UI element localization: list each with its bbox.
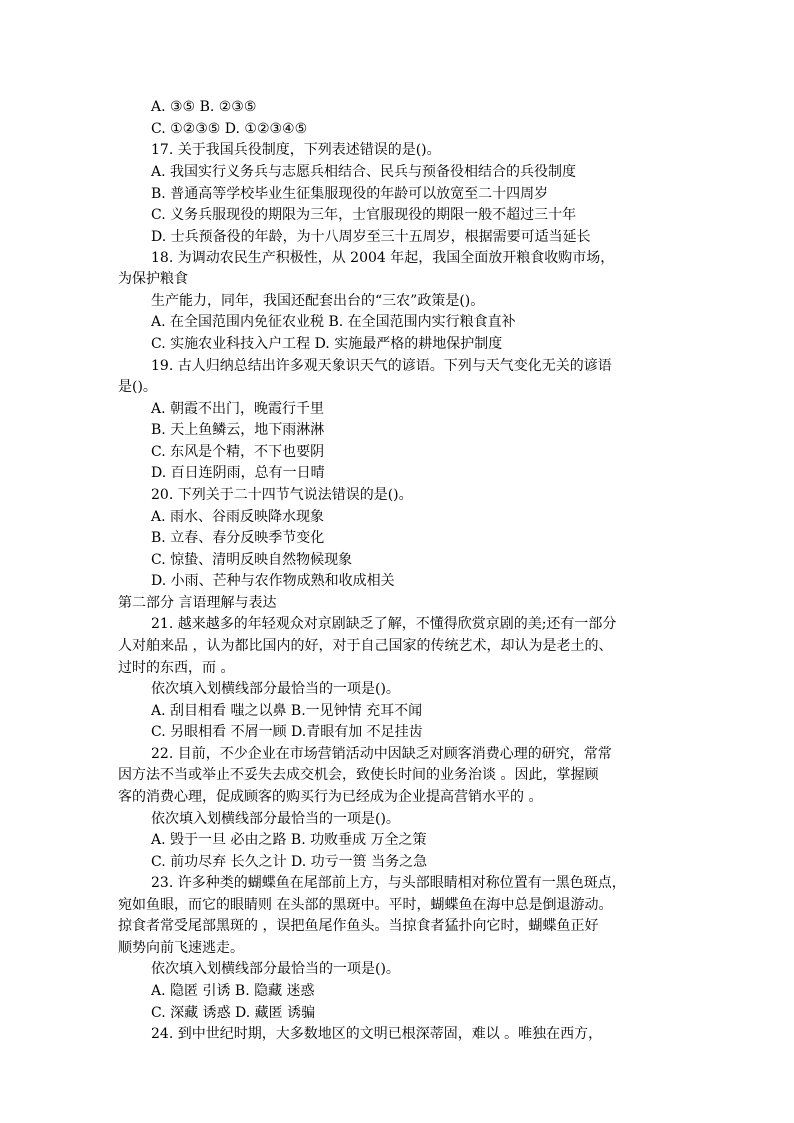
option-line: A. 隐匿 引诱 B. 隐藏 迷惑 [151, 983, 315, 999]
option-line: C. 另眼相看 不屑一顾 D.青眼有加 不足挂齿 [151, 724, 423, 740]
question-text: 过时的东西，而 。 [118, 660, 235, 676]
option-line: C. 东风是个精，不下也要阴 [151, 444, 325, 460]
question-21: 21. 越来越多的年轻观众对京剧缺乏了解，不懂得欣赏京剧的美;还有一部分 [151, 616, 617, 632]
instruction-line: 依次填入划横线部分最恰当的一项是()。 [151, 811, 400, 827]
option-line: A. ③⑤ B. ②③⑤ [151, 99, 257, 115]
question-18: 18. 为调动农民生产积极性，从 2004 年起，我国全面放开粮食收购市场， [151, 250, 615, 266]
question-text: 因方法不当或举止不妥失去成交机会，致使长时间的业务治谈 。因此，掌握顾 [118, 767, 599, 783]
option-line: D. 士兵预备役的年龄，为十八周岁至三十五周岁，根据需要可适当延长 [151, 229, 591, 245]
instruction-line: 依次填入划横线部分最恰当的一项是()。 [151, 681, 400, 697]
option-line: D. 百日连阴雨，总有一日晴 [151, 465, 325, 481]
question-17: 17. 关于我国兵役制度，下列表述错误的是()。 [151, 142, 441, 158]
question-24: 24. 到中世纪时期，大多数地区的文明已根深蒂固，难以 。唯独在西方， [151, 1026, 603, 1042]
option-line: B. 普通高等学校毕业生征集服现役的年龄可以放宽至二十四周岁 [151, 186, 549, 202]
option-line: B. 立春、春分反映季节变化 [151, 530, 325, 546]
option-line: C. 深藏 诱惑 D. 藏匿 诱骗 [151, 1005, 316, 1021]
option-line: A. 朝霞不出门，晚霞行千里 [151, 401, 325, 417]
question-19: 19. 古人归纳总结出许多观天象识天气的谚语。下列与天气变化无关的谚语 [151, 358, 612, 374]
option-line: B. 天上鱼鳞云，地下雨淋淋 [151, 422, 325, 438]
question-text: 是()。 [118, 379, 157, 395]
question-22: 22. 目前，不少企业在市场营销活动中因缺乏对顾客消费心理的研究，常常 [151, 746, 612, 762]
section-heading: 第二部分 言语理解与表达 [118, 595, 277, 611]
option-line: A. 雨水、谷雨反映降水现象 [151, 509, 325, 525]
option-line: A. 毁于一旦 必由之路 B. 功败垂成 万全之策 [151, 832, 427, 848]
instruction-line: 依次填入划横线部分最恰当的一项是()。 [151, 961, 400, 977]
option-line: D. 小雨、芒种与农作物成熟和收成相关 [151, 573, 395, 589]
question-23: 23. 许多种类的蝴蝶鱼在尾部前上方，与头部眼睛相对称位置有一黑色斑点， [151, 875, 626, 891]
question-20: 20. 下列关于二十四节气说法错误的是()。 [151, 487, 413, 503]
option-line: C. 前功尽弃 长久之计 D. 功亏一篑 当务之急 [151, 854, 428, 870]
question-text: 顺势向前飞速逃走。 [118, 940, 244, 956]
option-line: A. 我国实行义务兵与志愿兵相结合、民兵与预备役相结合的兵役制度 [151, 164, 577, 180]
question-text: 为保护粮食 [118, 271, 188, 287]
option-line: C. 惊蛰、清明反映自然物候现象 [151, 552, 353, 568]
question-text: 客的消费心理，促成顾客的购买行为已经成为企业提高营销水平的 。 [118, 789, 543, 805]
question-text: 掠食者常受尾部黑斑的 ，误把鱼尾作鱼头。当掠食者猛扑向它时，蝴蝶鱼正好 [118, 918, 599, 934]
question-text: 生产能力，同年，我国还配套出台的“三农”政策是()。 [151, 293, 485, 309]
question-text: 宛如鱼眼，而它的眼睛则 在头部的黑斑中。平时，蝴蝶鱼在海中总是倒退游动。 [118, 897, 613, 913]
option-line: A. 在全国范围内免征农业税 B. 在全国范围内实行粮食直补 [151, 314, 516, 330]
option-line: C. 义务兵服现役的期限为三年，士官服现役的期限一般不超过三十年 [151, 207, 577, 223]
option-line: A. 刮目相看 嗤之以鼻 B.一见钟情 充耳不闻 [151, 703, 423, 719]
option-line: C. ①②③⑤ D. ①②③④⑤ [151, 121, 308, 137]
option-line: C. 实施农业科技入户工程 D. 实施最严格的耕地保护制度 [151, 336, 503, 352]
question-text: 人对舶来品 ，认为都比国内的好，对于自己国家的传统艺术，却认为是老土的、 [118, 638, 613, 654]
